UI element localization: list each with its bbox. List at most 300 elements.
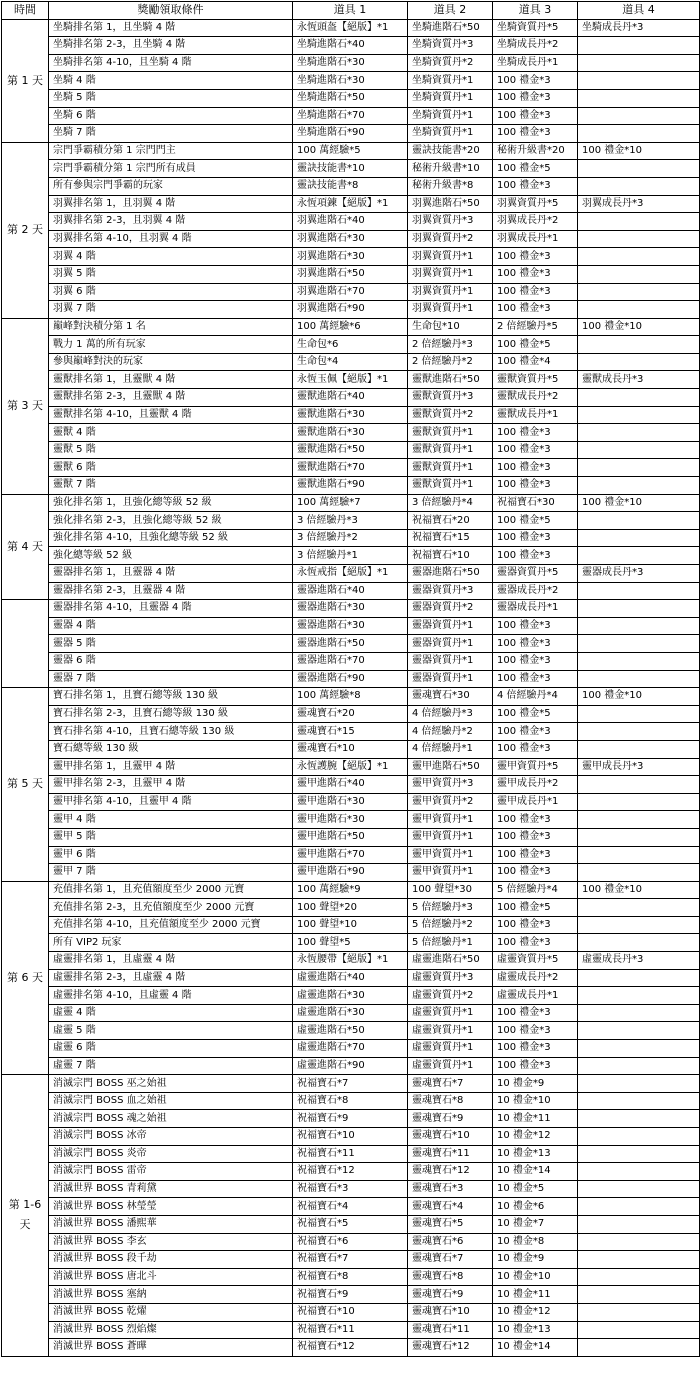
item-2-cell: 靈器資質丹*1: [408, 670, 493, 688]
item-1-cell: 100 聲望*10: [293, 916, 408, 934]
item-2-cell: 靈器資質丹*3: [408, 582, 493, 600]
item-3-cell: 100 禮金*3: [493, 177, 578, 195]
item-3-cell: 100 禮金*3: [493, 72, 578, 90]
item-3-cell: 100 禮金*4: [493, 353, 578, 371]
condition-cell: 靈獸 7 階: [49, 477, 293, 495]
item-1-cell: 靈魂寶石*10: [293, 740, 408, 758]
condition-cell: 消滅世界 BOSS 李玄: [49, 1233, 293, 1251]
item-1-cell: 祝福寶石*4: [293, 1198, 408, 1216]
item-3-cell: 靈甲資質丹*5: [493, 758, 578, 776]
item-1-cell: 祝福寶石*8: [293, 1268, 408, 1286]
item-2-cell: 2 倍經驗丹*2: [408, 353, 493, 371]
item-1-cell: 靈獸進階石*90: [293, 477, 408, 495]
item-1-cell: 羽翼進階石*30: [293, 248, 408, 266]
table-row: [2, 617, 700, 635]
item-4-cell: [578, 864, 700, 882]
item-1-cell: 生命包*4: [293, 353, 408, 371]
item-4-cell: [578, 828, 700, 846]
item-3-cell: 10 禮金*13: [493, 1145, 578, 1163]
condition-cell: 寶石排名第 2-3，且寶石總等級 130 級: [49, 705, 293, 723]
condition-cell: 坐騎排名第 2-3，且坐騎 4 階: [49, 37, 293, 55]
item-3-cell: 100 禮金*3: [493, 107, 578, 125]
condition-cell: 所有參與宗門爭霸的玩家: [49, 177, 293, 195]
condition-cell: 坐騎排名第 4-10，且坐騎 4 階: [49, 54, 293, 72]
condition-cell: 虛靈 7 階: [49, 1057, 293, 1075]
table-row: [2, 54, 700, 72]
item-3-cell: 100 禮金*3: [493, 459, 578, 477]
item-1-cell: 靈獸進階石*30: [293, 406, 408, 424]
item-4-cell: [578, 1092, 700, 1110]
table-row: [2, 107, 700, 125]
item-4-cell: [578, 424, 700, 442]
item-2-cell: 靈器資質丹*1: [408, 635, 493, 653]
item-3-cell: 100 禮金*3: [493, 864, 578, 882]
table-row: [2, 899, 700, 917]
item-2-cell: 靈魂寶石*5: [408, 1215, 493, 1233]
item-2-cell: 羽翼資質丹*2: [408, 230, 493, 248]
item-1-cell: 100 萬經驗*9: [293, 881, 408, 899]
table-row: [2, 723, 700, 741]
table-row: [2, 371, 700, 389]
item-2-cell: 靈甲資質丹*3: [408, 776, 493, 794]
item-1-cell: 祝福寶石*7: [293, 1075, 408, 1093]
condition-cell: 消滅世界 BOSS 唐北斗: [49, 1268, 293, 1286]
item-2-cell: 羽翼資質丹*1: [408, 265, 493, 283]
item-2-cell: 5 倍經驗丹*2: [408, 916, 493, 934]
item-4-cell: [578, 459, 700, 477]
table-row: [2, 1110, 700, 1128]
table-row: [2, 283, 700, 301]
item-2-cell: 靈甲資質丹*1: [408, 864, 493, 882]
table-row: [2, 336, 700, 354]
item-3-cell: 靈甲成長丹*1: [493, 793, 578, 811]
table-row: [2, 793, 700, 811]
item-4-cell: [578, 723, 700, 741]
table-row: [2, 142, 700, 160]
item-4-cell: [578, 547, 700, 565]
item-3-cell: 10 禮金*7: [493, 1215, 578, 1233]
item-1-cell: 靈器進階石*50: [293, 635, 408, 653]
item-4-cell: [578, 1057, 700, 1075]
item-4-cell: [578, 37, 700, 55]
item-4-cell: [578, 301, 700, 319]
item-3-cell: 100 禮金*3: [493, 547, 578, 565]
item-1-cell: 靈器進階石*30: [293, 617, 408, 635]
item-1-cell: 100 萬經驗*5: [293, 142, 408, 160]
item-3-cell: 100 禮金*3: [493, 934, 578, 952]
condition-cell: 戰力 1 萬的所有玩家: [49, 336, 293, 354]
item-2-cell: 虛靈進階石*50: [408, 952, 493, 970]
condition-cell: 強化總等級 52 級: [49, 547, 293, 565]
table-row: [2, 881, 700, 899]
item-1-cell: 100 聲望*5: [293, 934, 408, 952]
table-row: [2, 477, 700, 495]
item-4-cell: [578, 740, 700, 758]
item-2-cell: 虛靈資質丹*3: [408, 969, 493, 987]
item-1-cell: 祝福寶石*10: [293, 1303, 408, 1321]
day-cell: 第 2 天: [2, 142, 49, 318]
item-3-cell: 10 禮金*11: [493, 1110, 578, 1128]
item-4-cell: [578, 617, 700, 635]
condition-cell: 寶石總等級 130 級: [49, 740, 293, 758]
header-item-3: 道具 3: [493, 2, 578, 20]
condition-cell: 消滅世界 BOSS 潘熙華: [49, 1215, 293, 1233]
item-1-cell: 靈甲進階石*40: [293, 776, 408, 794]
item-4-cell: [578, 1339, 700, 1357]
condition-cell: 宗門爭霸積分第 1 宗門所有成員: [49, 160, 293, 178]
item-3-cell: 100 禮金*3: [493, 424, 578, 442]
item-4-cell: [578, 1075, 700, 1093]
day-cell: 第 6 天: [2, 881, 49, 1075]
table-header: [2, 2, 700, 20]
item-1-cell: 3 倍經驗丹*2: [293, 529, 408, 547]
item-3-cell: 100 禮金*3: [493, 529, 578, 547]
condition-cell: 靈器 7 階: [49, 670, 293, 688]
condition-cell: 消滅世界 BOSS 乾燿: [49, 1303, 293, 1321]
condition-cell: 消滅世界 BOSS 塞納: [49, 1286, 293, 1304]
item-4-cell: [578, 1022, 700, 1040]
item-3-cell: 100 禮金*3: [493, 89, 578, 107]
table-row: [2, 459, 700, 477]
item-4-cell: [578, 125, 700, 143]
table-row: [2, 1163, 700, 1181]
item-1-cell: 100 萬經驗*8: [293, 688, 408, 706]
table-row: [2, 37, 700, 55]
condition-cell: 坐騎 7 階: [49, 125, 293, 143]
item-2-cell: 靈魂寶石*10: [408, 1128, 493, 1146]
item-2-cell: 羽翼資質丹*1: [408, 283, 493, 301]
item-2-cell: 靈魂寶石*8: [408, 1268, 493, 1286]
item-1-cell: 靈甲進階石*70: [293, 846, 408, 864]
item-2-cell: 靈魂寶石*7: [408, 1075, 493, 1093]
item-2-cell: 靈魂寶石*3: [408, 1180, 493, 1198]
item-1-cell: 靈器進階石*30: [293, 600, 408, 618]
table-row: [2, 705, 700, 723]
item-2-cell: 3 倍經驗丹*4: [408, 494, 493, 512]
item-2-cell: 靈魂寶石*9: [408, 1110, 493, 1128]
item-3-cell: 100 禮金*5: [493, 336, 578, 354]
item-3-cell: 100 禮金*3: [493, 1022, 578, 1040]
condition-cell: 靈器排名第 1，且靈器 4 階: [49, 565, 293, 583]
item-4-cell: [578, 934, 700, 952]
condition-cell: 消滅宗門 BOSS 巫之始祖: [49, 1075, 293, 1093]
condition-cell: 虛靈排名第 1，且虛靈 4 階: [49, 952, 293, 970]
condition-cell: 靈甲 6 階: [49, 846, 293, 864]
item-3-cell: 100 禮金*3: [493, 1004, 578, 1022]
item-1-cell: 永恆腰帶【絕版】*1: [293, 952, 408, 970]
condition-cell: 羽翼排名第 2-3，且羽翼 4 階: [49, 213, 293, 231]
item-1-cell: 羽翼進階石*90: [293, 301, 408, 319]
item-3-cell: 10 禮金*10: [493, 1268, 578, 1286]
item-1-cell: 羽翼進階石*30: [293, 230, 408, 248]
item-4-cell: [578, 793, 700, 811]
item-2-cell: 2 倍經驗丹*3: [408, 336, 493, 354]
condition-cell: 坐騎 4 階: [49, 72, 293, 90]
item-4-cell: [578, 389, 700, 407]
item-3-cell: 10 禮金*12: [493, 1128, 578, 1146]
item-3-cell: 10 禮金*14: [493, 1339, 578, 1357]
item-2-cell: 靈器資質丹*2: [408, 600, 493, 618]
item-4-cell: [578, 441, 700, 459]
item-1-cell: 虛靈進階石*90: [293, 1057, 408, 1075]
item-3-cell: 羽翼資質丹*5: [493, 195, 578, 213]
item-4-cell: [578, 529, 700, 547]
header-item-2: 道具 2: [408, 2, 493, 20]
item-2-cell: 靈魂寶石*6: [408, 1233, 493, 1251]
item-3-cell: 100 禮金*3: [493, 301, 578, 319]
item-4-cell: [578, 283, 700, 301]
day-cell: [2, 600, 49, 688]
item-4-cell: 100 禮金*10: [578, 318, 700, 336]
condition-cell: 靈甲排名第 2-3，且靈甲 4 階: [49, 776, 293, 794]
item-1-cell: 羽翼進階石*40: [293, 213, 408, 231]
item-4-cell: [578, 1268, 700, 1286]
item-2-cell: 生命包*10: [408, 318, 493, 336]
item-3-cell: 100 禮金*3: [493, 248, 578, 266]
condition-cell: 靈器 6 階: [49, 652, 293, 670]
item-1-cell: 靈獸進階石*30: [293, 424, 408, 442]
header-condition: 獎勵領取條件: [49, 2, 293, 20]
item-1-cell: 靈甲進階石*50: [293, 828, 408, 846]
table-row: [2, 547, 700, 565]
item-2-cell: 靈魂寶石*12: [408, 1163, 493, 1181]
item-4-cell: [578, 1110, 700, 1128]
item-4-cell: [578, 72, 700, 90]
item-2-cell: 坐騎資質丹*1: [408, 107, 493, 125]
table-row: [2, 846, 700, 864]
condition-cell: 所有 VIP2 玩家: [49, 934, 293, 952]
condition-cell: 消滅世界 BOSS 蒼曄: [49, 1339, 293, 1357]
item-3-cell: 100 禮金*3: [493, 283, 578, 301]
item-3-cell: 100 禮金*3: [493, 1040, 578, 1058]
item-4-cell: 羽翼成長丹*3: [578, 195, 700, 213]
table-row: [2, 1268, 700, 1286]
item-2-cell: 靈魂寶石*9: [408, 1286, 493, 1304]
item-1-cell: 100 萬經驗*6: [293, 318, 408, 336]
item-2-cell: 靈甲資質丹*1: [408, 811, 493, 829]
item-3-cell: 虛靈成長丹*2: [493, 969, 578, 987]
item-2-cell: 靈獸資質丹*1: [408, 441, 493, 459]
condition-cell: 充值排名第 2-3，且充值額度至少 2000 元寶: [49, 899, 293, 917]
item-4-cell: [578, 1321, 700, 1339]
table-row: [2, 441, 700, 459]
item-2-cell: 羽翼資質丹*1: [408, 301, 493, 319]
table-row: [2, 1092, 700, 1110]
item-3-cell: 10 禮金*12: [493, 1303, 578, 1321]
table-row: [2, 1180, 700, 1198]
item-4-cell: [578, 336, 700, 354]
table-row: [2, 1233, 700, 1251]
item-2-cell: 虛靈資質丹*1: [408, 1040, 493, 1058]
item-3-cell: 100 禮金*5: [493, 160, 578, 178]
item-4-cell: [578, 1145, 700, 1163]
item-1-cell: 坐騎進階石*70: [293, 107, 408, 125]
condition-cell: 巔峰對決積分第 1 名: [49, 318, 293, 336]
condition-cell: 消滅宗門 BOSS 雷帝: [49, 1163, 293, 1181]
item-3-cell: 10 禮金*9: [493, 1075, 578, 1093]
condition-cell: 充值排名第 4-10，且充值額度至少 2000 元寶: [49, 916, 293, 934]
item-4-cell: 靈獸成長丹*3: [578, 371, 700, 389]
item-4-cell: [578, 248, 700, 266]
table-row: [2, 177, 700, 195]
item-4-cell: [578, 705, 700, 723]
item-2-cell: 4 倍經驗丹*2: [408, 723, 493, 741]
item-2-cell: 秘術升級書*8: [408, 177, 493, 195]
table-row: [2, 1145, 700, 1163]
item-2-cell: 坐騎資質丹*1: [408, 72, 493, 90]
item-3-cell: 10 禮金*6: [493, 1198, 578, 1216]
condition-cell: 羽翼 7 階: [49, 301, 293, 319]
item-1-cell: 靈器進階石*90: [293, 670, 408, 688]
item-2-cell: 羽翼資質丹*3: [408, 213, 493, 231]
item-2-cell: 靈器進階石*50: [408, 565, 493, 583]
item-3-cell: 4 倍經驗丹*4: [493, 688, 578, 706]
item-2-cell: 靈器資質丹*1: [408, 652, 493, 670]
item-2-cell: 靈獸資質丹*2: [408, 406, 493, 424]
item-2-cell: 羽翼進階石*50: [408, 195, 493, 213]
item-4-cell: [578, 1303, 700, 1321]
item-4-cell: [578, 670, 700, 688]
header-row: [2, 2, 700, 20]
item-1-cell: 坐騎進階石*90: [293, 125, 408, 143]
item-2-cell: 靈魂寶石*11: [408, 1145, 493, 1163]
day-cell: 第 1-6 天: [2, 1075, 49, 1357]
table-row: [2, 1022, 700, 1040]
item-3-cell: 100 禮金*3: [493, 723, 578, 741]
item-2-cell: 靈甲資質丹*2: [408, 793, 493, 811]
item-3-cell: 100 禮金*3: [493, 635, 578, 653]
item-3-cell: 100 禮金*3: [493, 828, 578, 846]
item-2-cell: 虛靈資質丹*1: [408, 1022, 493, 1040]
item-4-cell: [578, 899, 700, 917]
item-1-cell: 坐騎進階石*30: [293, 72, 408, 90]
condition-cell: 消滅世界 BOSS 段千劫: [49, 1251, 293, 1269]
table-row: [2, 125, 700, 143]
table-row: [2, 160, 700, 178]
item-2-cell: 靈魂寶石*30: [408, 688, 493, 706]
item-4-cell: [578, 1163, 700, 1181]
table-row: [2, 72, 700, 90]
table-row: [2, 952, 700, 970]
item-2-cell: 祝福寶石*15: [408, 529, 493, 547]
item-2-cell: 靈魂寶石*11: [408, 1321, 493, 1339]
item-2-cell: 靈甲資質丹*1: [408, 846, 493, 864]
item-3-cell: 羽翼成長丹*1: [493, 230, 578, 248]
item-1-cell: 靈魂寶石*15: [293, 723, 408, 741]
item-2-cell: 祝福寶石*20: [408, 512, 493, 530]
table-row: [2, 582, 700, 600]
item-1-cell: 虛靈進階石*30: [293, 1004, 408, 1022]
item-1-cell: 祝福寶石*12: [293, 1163, 408, 1181]
item-2-cell: 坐騎資質丹*1: [408, 89, 493, 107]
item-3-cell: 坐騎成長丹*2: [493, 37, 578, 55]
item-2-cell: 靈獸資質丹*1: [408, 477, 493, 495]
item-3-cell: 5 倍經驗丹*4: [493, 881, 578, 899]
item-3-cell: 10 禮金*10: [493, 1092, 578, 1110]
item-2-cell: 靈器資質丹*1: [408, 617, 493, 635]
item-2-cell: 羽翼資質丹*1: [408, 248, 493, 266]
item-1-cell: 靈訣技能書*10: [293, 160, 408, 178]
table-row: [2, 512, 700, 530]
table-row: [2, 934, 700, 952]
table-row: [2, 969, 700, 987]
table-row: [2, 19, 700, 37]
item-3-cell: 坐騎資質丹*5: [493, 19, 578, 37]
item-4-cell: [578, 582, 700, 600]
item-1-cell: 靈甲進階石*30: [293, 811, 408, 829]
item-1-cell: 永恆戒指【絕版】*1: [293, 565, 408, 583]
item-1-cell: 祝福寶石*3: [293, 1180, 408, 1198]
condition-cell: 強化排名第 1，且強化總等級 52 級: [49, 494, 293, 512]
item-3-cell: 虛靈成長丹*1: [493, 987, 578, 1005]
condition-cell: 羽翼排名第 1，且羽翼 4 階: [49, 195, 293, 213]
item-3-cell: 10 禮金*14: [493, 1163, 578, 1181]
condition-cell: 消滅世界 BOSS 青莉黛: [49, 1180, 293, 1198]
item-1-cell: 永恆護腕【絕版】*1: [293, 758, 408, 776]
table-row: [2, 1321, 700, 1339]
table-row: [2, 1251, 700, 1269]
item-1-cell: 靈甲進階石*30: [293, 793, 408, 811]
condition-cell: 靈獸排名第 1，且靈獸 4 階: [49, 371, 293, 389]
condition-cell: 靈甲 4 階: [49, 811, 293, 829]
condition-cell: 消滅宗門 BOSS 炎帝: [49, 1145, 293, 1163]
table-row: [2, 688, 700, 706]
table-row: [2, 1286, 700, 1304]
item-3-cell: 靈器成長丹*2: [493, 582, 578, 600]
item-3-cell: 100 禮金*3: [493, 846, 578, 864]
condition-cell: 充值排名第 1，且充值額度至少 2000 元寶: [49, 881, 293, 899]
item-1-cell: 永恆頭盔【絕版】*1: [293, 19, 408, 37]
condition-cell: 消滅世界 BOSS 林瑩瑩: [49, 1198, 293, 1216]
table-row: [2, 565, 700, 583]
item-2-cell: 靈魂寶石*8: [408, 1092, 493, 1110]
item-1-cell: 祝福寶石*12: [293, 1339, 408, 1357]
item-2-cell: 靈甲進階石*50: [408, 758, 493, 776]
item-3-cell: 100 禮金*3: [493, 441, 578, 459]
condition-cell: 靈甲排名第 4-10，且靈甲 4 階: [49, 793, 293, 811]
item-1-cell: 虛靈進階石*50: [293, 1022, 408, 1040]
item-2-cell: 靈獸資質丹*1: [408, 424, 493, 442]
condition-cell: 靈甲 5 階: [49, 828, 293, 846]
item-4-cell: [578, 89, 700, 107]
item-4-cell: [578, 160, 700, 178]
item-3-cell: 坐騎成長丹*1: [493, 54, 578, 72]
table-row: [2, 195, 700, 213]
item-1-cell: 祝福寶石*11: [293, 1145, 408, 1163]
item-4-cell: [578, 1004, 700, 1022]
header-item-4: 道具 4: [578, 2, 700, 20]
item-1-cell: 祝福寶石*9: [293, 1110, 408, 1128]
condition-cell: 坐騎 6 階: [49, 107, 293, 125]
table-row: [2, 776, 700, 794]
condition-cell: 虛靈排名第 4-10，且虛靈 4 階: [49, 987, 293, 1005]
table-row: [2, 758, 700, 776]
item-1-cell: 永恆項鍊【絕版】*1: [293, 195, 408, 213]
item-4-cell: 虛靈成長丹*3: [578, 952, 700, 970]
item-4-cell: [578, 987, 700, 1005]
item-3-cell: 10 禮金*8: [493, 1233, 578, 1251]
condition-cell: 虛靈 6 階: [49, 1040, 293, 1058]
day-cell: 第 1 天: [2, 19, 49, 142]
table-row: [2, 652, 700, 670]
item-1-cell: 3 倍經驗丹*3: [293, 512, 408, 530]
item-3-cell: 虛靈資質丹*5: [493, 952, 578, 970]
item-1-cell: 坐騎進階石*40: [293, 37, 408, 55]
condition-cell: 羽翼排名第 4-10，且羽翼 4 階: [49, 230, 293, 248]
item-1-cell: 坐騎進階石*30: [293, 54, 408, 72]
item-4-cell: [578, 230, 700, 248]
item-1-cell: 祝福寶石*7: [293, 1251, 408, 1269]
